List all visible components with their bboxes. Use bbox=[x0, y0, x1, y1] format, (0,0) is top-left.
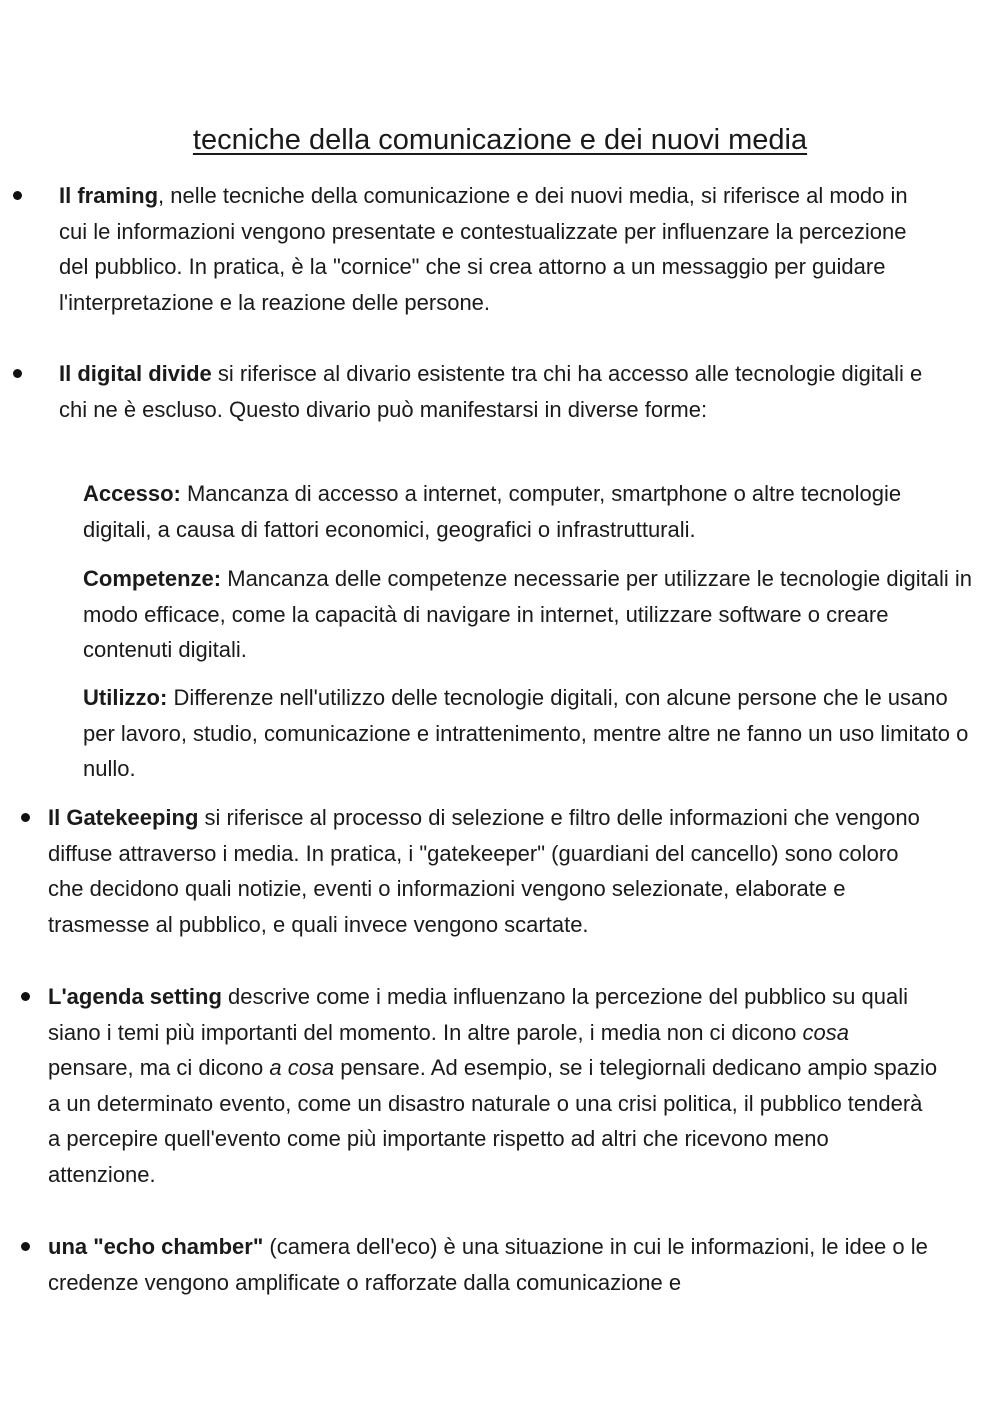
list-item-digital-divide bbox=[59, 356, 939, 427]
body-gatekeeping: si riferisce al processo di selezione e filtro delle informazioni che vengono diffuse attraverso i media. In pratica, i "gatekeeper" (guardiani del cancello) sono coloro che decidono quali notizie, eventi o informazioni vengono selezionate, elaborate e trasmesse al pubblico, e quali invece vengono scartate. bbox=[48, 805, 920, 937]
body-accesso: Mancanza di accesso a internet, computer, smartphone o altre tecnologie digitali, a causa di fattori economici, geografici o infrastrutturali. bbox=[83, 481, 902, 542]
bullet-icon bbox=[13, 178, 25, 214]
list-item-gatekeeping bbox=[48, 800, 938, 942]
body-agenda-setting-b: pensare, ma ci dicono bbox=[48, 1055, 270, 1080]
body-utilizzo: Differenze nell'utilizzo delle tecnologie digitali, con alcune persone che le usano per lavoro, studio, comunicazione e intrattenimento, mentre altre ne fanno un uso limitato o nullo. bbox=[83, 685, 969, 781]
subitem-utilizzo bbox=[83, 680, 973, 787]
body-echo-chamber: (camera dell'eco) è una situazione in cui le informazioni, le idee o le credenze vengono amplificate o rafforzate dalla comunicazione e bbox=[48, 1234, 928, 1295]
body-framing: , nelle tecniche della comunicazione e dei nuovi media, si riferisce al modo in cui le informazioni vengono presentate e contestualizzate per influenzare la percezione del pubblico. In pratica, è la "cornice" che si crea attorno a un messaggio per guidare l'interpretazione e la reazione delle persone. bbox=[59, 183, 908, 315]
emphasis-a-cosa: a cosa bbox=[269, 1055, 335, 1080]
body-agenda-setting-a: descrive come i media influenzano la percezione del pubblico su quali siano i temi più importanti del momento. In altre parole, i media non ci dicono bbox=[48, 984, 908, 1045]
emphasis-cosa: cosa bbox=[802, 1019, 849, 1045]
body-agenda-setting-c: pensare. Ad esempio, se i telegiornali dedicano ampio spazio a un determinato evento, come un disastro naturale o una crisi politica, il pubblico tenderà a percepire quell'evento come più importante rispetto ad altri che ricevono meno attenzione. bbox=[48, 1055, 938, 1187]
list-item-agenda-setting bbox=[48, 979, 938, 1192]
subitem-accesso bbox=[83, 476, 973, 547]
term-accesso: Accesso: bbox=[83, 481, 181, 506]
list-item-framing bbox=[59, 178, 939, 320]
body-competenze: Mancanza delle competenze necessarie per utilizzare le tecnologie digitali in modo efficace, come la capacità di navigare in internet, utilizzare software o creare contenuti digitali. bbox=[83, 566, 972, 662]
term-agenda-setting: L'agenda setting bbox=[48, 984, 222, 1009]
term-digital-divide: Il digital divide bbox=[59, 361, 212, 386]
list-item-echo-chamber bbox=[48, 1229, 938, 1300]
term-utilizzo: Utilizzo: bbox=[83, 685, 168, 710]
bullet-icon bbox=[21, 979, 33, 1015]
term-gatekeeping: Il Gatekeeping bbox=[48, 805, 199, 830]
page-title: tecniche della comunicazione e dei nuovi media bbox=[192, 124, 808, 156]
term-framing: Il framing bbox=[59, 183, 159, 208]
term-echo-chamber: una "echo chamber" bbox=[48, 1234, 264, 1259]
term-competenze: Competenze: bbox=[83, 566, 222, 591]
subitem-competenze bbox=[83, 561, 973, 668]
bullet-icon bbox=[13, 356, 25, 392]
bullet-icon bbox=[21, 1229, 33, 1265]
bullet-icon bbox=[21, 800, 33, 836]
body-digital-divide: si riferisce al divario esistente tra chi ha accesso alle tecnologie digitali e chi ne è escluso. Questo divario può manifestarsi in diverse forme: bbox=[59, 361, 923, 422]
